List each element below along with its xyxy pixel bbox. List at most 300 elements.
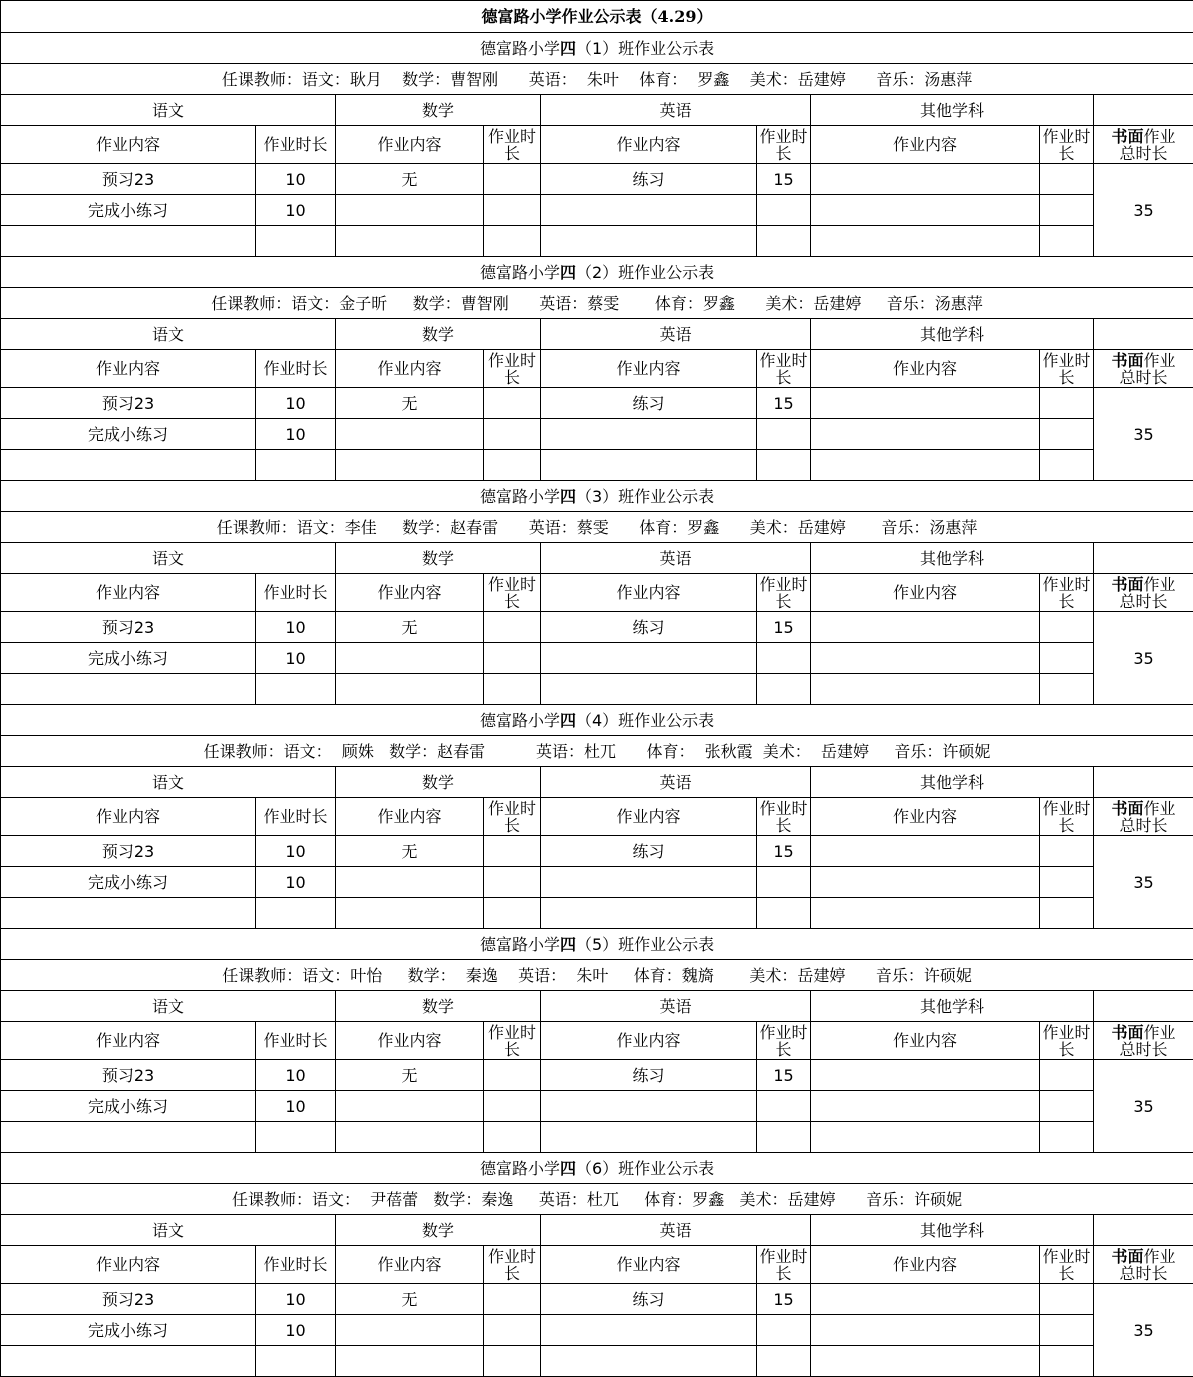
page-title: 德富路小学作业公示表（4.29） <box>1 1 1193 33</box>
chinese-content <box>1 1346 256 1377</box>
english-duration-header <box>757 350 811 388</box>
chinese-content <box>1 674 256 705</box>
subject-chinese: 语文 <box>1 319 336 350</box>
english-duration: 15 <box>757 164 811 195</box>
data-row <box>1 1284 1193 1315</box>
other-content <box>811 1315 1040 1346</box>
total-a-rest: 作业 <box>1144 575 1176 594</box>
other-duration <box>1040 1122 1094 1153</box>
subject-empty <box>1094 991 1193 1022</box>
chinese-duration: 10 <box>256 1315 336 1346</box>
teachers-row <box>1 960 1193 991</box>
math-content: 无 <box>336 1284 484 1315</box>
subject-other: 其他学科 <box>811 991 1094 1022</box>
english-content-header: 作业内容 <box>541 574 757 612</box>
teachers-text: 任课教师：语文：李佳 数学：赵春雷 英语：蔡雯 体育：罗鑫 美术：岳建婷 音乐：汤惠萍 <box>217 518 978 537</box>
teachers-cell <box>1 64 1193 95</box>
duration-b: 长 <box>775 1264 791 1283</box>
total-a-rest: 作业 <box>1144 351 1176 370</box>
class-title-grade: 四 <box>560 487 576 506</box>
math-duration <box>484 867 541 898</box>
math-content <box>336 1091 484 1122</box>
other-duration <box>1040 1060 1094 1091</box>
other-duration-header <box>1040 126 1094 164</box>
english-content <box>541 643 757 674</box>
subject-chinese: 语文 <box>1 95 336 126</box>
class-title-row <box>1 257 1193 288</box>
math-content <box>336 867 484 898</box>
english-content: 练习 <box>541 612 757 643</box>
subject-english: 英语 <box>541 95 811 126</box>
data-row <box>1 164 1193 195</box>
class-title-prefix: 德富路小学 <box>480 935 560 954</box>
class-title-grade: 四 <box>560 711 576 730</box>
chinese-content: 完成小练习 <box>1 643 256 674</box>
english-duration <box>757 1091 811 1122</box>
math-content: 无 <box>336 1060 484 1091</box>
other-content <box>811 450 1040 481</box>
subject-empty <box>1094 767 1193 798</box>
chinese-duration: 10 <box>256 195 336 226</box>
class-title-row <box>1 929 1193 960</box>
duration-a: 作业时 <box>1042 799 1090 818</box>
teachers-row <box>1 736 1193 767</box>
total-a-bold: 书面 <box>1112 799 1144 818</box>
subject-header-row <box>1 767 1193 798</box>
class-title <box>1 257 1193 288</box>
english-duration: 15 <box>757 388 811 419</box>
teachers-text: 任课教师：语文：叶怡 数学： 秦逸 英语： 朱叶 体育：魏旖 美术：岳建婷 音乐：许硕妮 <box>222 966 972 985</box>
class-title-prefix: 德富路小学 <box>480 39 560 58</box>
duration-a: 作业时 <box>488 575 536 594</box>
class-title-suffix: （6）班作业公示表 <box>576 1159 714 1178</box>
english-content <box>541 1122 757 1153</box>
data-row <box>1 1315 1193 1346</box>
total-duration: 35 <box>1094 836 1193 929</box>
data-row <box>1 867 1193 898</box>
english-duration <box>757 674 811 705</box>
english-content: 练习 <box>541 388 757 419</box>
math-content: 无 <box>336 836 484 867</box>
english-duration-header <box>757 574 811 612</box>
math-duration-header <box>484 574 541 612</box>
chinese-duration: 10 <box>256 612 336 643</box>
english-content: 练习 <box>541 164 757 195</box>
duration-a: 作业时 <box>1042 1247 1090 1266</box>
class-title-suffix: （1）班作业公示表 <box>576 39 714 58</box>
other-duration-header <box>1040 1022 1094 1060</box>
class-title <box>1 481 1193 512</box>
duration-b: 长 <box>1058 592 1074 611</box>
subject-english: 英语 <box>541 1215 811 1246</box>
other-content <box>811 1346 1040 1377</box>
duration-a: 作业时 <box>1042 575 1090 594</box>
english-duration: 15 <box>757 836 811 867</box>
english-content-header: 作业内容 <box>541 798 757 836</box>
class-title-suffix: （5）班作业公示表 <box>576 935 714 954</box>
english-duration <box>757 226 811 257</box>
other-content <box>811 195 1040 226</box>
chinese-duration-header: 作业时长 <box>256 574 336 612</box>
chinese-duration <box>256 898 336 929</box>
other-duration-header <box>1040 574 1094 612</box>
chinese-duration-header: 作业时长 <box>256 126 336 164</box>
other-content <box>811 674 1040 705</box>
math-content <box>336 195 484 226</box>
teachers-row <box>1 288 1193 319</box>
math-duration <box>484 898 541 929</box>
duration-b: 长 <box>775 816 791 835</box>
other-duration-header <box>1040 350 1094 388</box>
total-duration: 35 <box>1094 1284 1193 1377</box>
subject-other: 其他学科 <box>811 95 1094 126</box>
total-duration: 35 <box>1094 388 1193 481</box>
english-content <box>541 226 757 257</box>
title-row <box>1 1 1193 33</box>
teachers-text: 任课教师：语文：耿月 数学：曹智刚 英语： 朱叶 体育： 罗鑫 美术：岳建婷 音乐：汤惠萍 <box>222 70 972 89</box>
subject-header-row <box>1 95 1193 126</box>
subject-chinese: 语文 <box>1 543 336 574</box>
chinese-content <box>1 226 256 257</box>
other-content-header: 作业内容 <box>811 126 1040 164</box>
teachers-cell <box>1 512 1193 543</box>
teachers-text: 任课教师：语文： 尹蓓蕾 数学：秦逸 英语：杜兀 体育：罗鑫 美术：岳建婷 音乐：许硕妮 <box>232 1190 962 1209</box>
other-content-header: 作业内容 <box>811 574 1040 612</box>
math-content-header: 作业内容 <box>336 574 484 612</box>
english-content-header: 作业内容 <box>541 1022 757 1060</box>
other-duration <box>1040 164 1094 195</box>
english-duration <box>757 898 811 929</box>
duration-b: 长 <box>504 1040 520 1059</box>
class-title-prefix: 德富路小学 <box>480 1159 560 1178</box>
math-duration <box>484 1346 541 1377</box>
chinese-duration <box>256 1346 336 1377</box>
subject-english: 英语 <box>541 319 811 350</box>
duration-b: 长 <box>775 368 791 387</box>
chinese-content: 预习23 <box>1 1060 256 1091</box>
other-duration <box>1040 1091 1094 1122</box>
math-content <box>336 1122 484 1153</box>
class-title-prefix: 德富路小学 <box>480 711 560 730</box>
other-content <box>811 898 1040 929</box>
math-duration <box>484 1060 541 1091</box>
subject-math: 数学 <box>336 95 541 126</box>
total-b: 总时长 <box>1120 368 1168 387</box>
math-content <box>336 226 484 257</box>
subject-chinese: 语文 <box>1 991 336 1022</box>
chinese-content: 预习23 <box>1 1284 256 1315</box>
total-header <box>1094 1022 1193 1060</box>
class-title-row <box>1 33 1193 64</box>
total-a-rest: 作业 <box>1144 127 1176 146</box>
other-content-header: 作业内容 <box>811 1022 1040 1060</box>
subject-math: 数学 <box>336 991 541 1022</box>
math-content-header: 作业内容 <box>336 1022 484 1060</box>
math-duration-header <box>484 1022 541 1060</box>
duration-a: 作业时 <box>759 1247 807 1266</box>
math-content <box>336 674 484 705</box>
other-content <box>811 1091 1040 1122</box>
total-a-bold: 书面 <box>1112 575 1144 594</box>
class-title-grade: 四 <box>560 935 576 954</box>
class-title-grade: 四 <box>560 263 576 282</box>
duration-a: 作业时 <box>488 799 536 818</box>
chinese-duration: 10 <box>256 1091 336 1122</box>
other-content <box>811 1122 1040 1153</box>
math-duration <box>484 450 541 481</box>
other-content <box>811 419 1040 450</box>
total-header <box>1094 798 1193 836</box>
chinese-content: 完成小练习 <box>1 1315 256 1346</box>
other-content <box>811 836 1040 867</box>
teachers-row <box>1 64 1193 95</box>
total-header <box>1094 1246 1193 1284</box>
english-content <box>541 195 757 226</box>
subject-empty <box>1094 319 1193 350</box>
data-row <box>1 226 1193 257</box>
chinese-content <box>1 898 256 929</box>
math-duration <box>484 195 541 226</box>
english-duration: 15 <box>757 1284 811 1315</box>
class-title-suffix: （4）班作业公示表 <box>576 711 714 730</box>
chinese-content: 完成小练习 <box>1 419 256 450</box>
class-title-row <box>1 1153 1193 1184</box>
teachers-text: 任课教师：语文： 顾姝 数学：赵春雷 英语：杜兀 体育： 张秋霞 美术： 岳建婷 音乐：许硕妮 <box>204 742 991 761</box>
other-duration <box>1040 195 1094 226</box>
chinese-duration-header: 作业时长 <box>256 1022 336 1060</box>
math-duration <box>484 1315 541 1346</box>
column-header-row <box>1 1022 1193 1060</box>
data-row <box>1 1091 1193 1122</box>
other-duration <box>1040 612 1094 643</box>
duration-b: 长 <box>775 1040 791 1059</box>
subject-english: 英语 <box>541 543 811 574</box>
math-duration <box>484 1091 541 1122</box>
duration-b: 长 <box>775 144 791 163</box>
math-content: 无 <box>336 388 484 419</box>
math-duration <box>484 836 541 867</box>
other-duration <box>1040 674 1094 705</box>
math-content: 无 <box>336 612 484 643</box>
english-duration: 15 <box>757 612 811 643</box>
other-content <box>811 1060 1040 1091</box>
duration-a: 作业时 <box>759 127 807 146</box>
subject-header-row <box>1 991 1193 1022</box>
total-b: 总时长 <box>1120 816 1168 835</box>
chinese-content: 完成小练习 <box>1 195 256 226</box>
chinese-content-header: 作业内容 <box>1 126 256 164</box>
english-duration <box>757 1122 811 1153</box>
english-content <box>541 1315 757 1346</box>
teachers-cell <box>1 1184 1193 1215</box>
chinese-duration: 10 <box>256 836 336 867</box>
math-duration <box>484 226 541 257</box>
chinese-content: 完成小练习 <box>1 867 256 898</box>
chinese-duration: 10 <box>256 867 336 898</box>
duration-a: 作业时 <box>759 799 807 818</box>
other-duration <box>1040 388 1094 419</box>
math-duration-header <box>484 798 541 836</box>
subject-other: 其他学科 <box>811 1215 1094 1246</box>
duration-b: 长 <box>504 144 520 163</box>
subject-other: 其他学科 <box>811 767 1094 798</box>
subject-math: 数学 <box>336 319 541 350</box>
duration-a: 作业时 <box>1042 127 1090 146</box>
english-content-header: 作业内容 <box>541 350 757 388</box>
english-content: 练习 <box>541 1284 757 1315</box>
math-content-header: 作业内容 <box>336 350 484 388</box>
data-row <box>1 419 1193 450</box>
duration-b: 长 <box>1058 144 1074 163</box>
class-title <box>1 929 1193 960</box>
english-content <box>541 867 757 898</box>
chinese-content: 预习23 <box>1 164 256 195</box>
total-a-bold: 书面 <box>1112 1247 1144 1266</box>
other-duration-header <box>1040 1246 1094 1284</box>
other-content <box>811 867 1040 898</box>
english-content: 练习 <box>541 1060 757 1091</box>
data-row <box>1 450 1193 481</box>
math-duration-header <box>484 350 541 388</box>
teachers-row <box>1 1184 1193 1215</box>
other-content <box>811 164 1040 195</box>
english-content <box>541 1346 757 1377</box>
chinese-content-header: 作业内容 <box>1 798 256 836</box>
data-row <box>1 1122 1193 1153</box>
total-a-bold: 书面 <box>1112 1023 1144 1042</box>
other-content-header: 作业内容 <box>811 350 1040 388</box>
teachers-cell <box>1 288 1193 319</box>
math-content <box>336 643 484 674</box>
english-duration: 15 <box>757 1060 811 1091</box>
total-a-rest: 作业 <box>1144 1023 1176 1042</box>
teachers-cell <box>1 960 1193 991</box>
subject-header-row <box>1 319 1193 350</box>
math-duration <box>484 643 541 674</box>
total-duration: 35 <box>1094 1060 1193 1153</box>
data-row <box>1 836 1193 867</box>
other-content-header: 作业内容 <box>811 1246 1040 1284</box>
other-duration <box>1040 898 1094 929</box>
other-content <box>811 1284 1040 1315</box>
english-content: 练习 <box>541 836 757 867</box>
total-header <box>1094 574 1193 612</box>
other-duration <box>1040 450 1094 481</box>
other-duration <box>1040 226 1094 257</box>
subject-math: 数学 <box>336 767 541 798</box>
total-a-rest: 作业 <box>1144 799 1176 818</box>
chinese-content: 预习23 <box>1 612 256 643</box>
total-duration: 35 <box>1094 164 1193 257</box>
chinese-duration <box>256 450 336 481</box>
english-content <box>541 674 757 705</box>
english-content <box>541 419 757 450</box>
data-row <box>1 1060 1193 1091</box>
chinese-duration <box>256 1122 336 1153</box>
class-title-grade: 四 <box>560 39 576 58</box>
duration-b: 长 <box>1058 1040 1074 1059</box>
other-duration <box>1040 419 1094 450</box>
duration-a: 作业时 <box>488 127 536 146</box>
math-duration <box>484 1284 541 1315</box>
data-row <box>1 643 1193 674</box>
total-duration: 35 <box>1094 612 1193 705</box>
math-content-header: 作业内容 <box>336 798 484 836</box>
total-b: 总时长 <box>1120 144 1168 163</box>
chinese-duration: 10 <box>256 643 336 674</box>
class-title-prefix: 德富路小学 <box>480 263 560 282</box>
chinese-content-header: 作业内容 <box>1 350 256 388</box>
other-duration <box>1040 1284 1094 1315</box>
chinese-content-header: 作业内容 <box>1 1246 256 1284</box>
duration-a: 作业时 <box>759 575 807 594</box>
chinese-duration-header: 作业时长 <box>256 350 336 388</box>
math-duration-header <box>484 1246 541 1284</box>
chinese-content: 预习23 <box>1 836 256 867</box>
other-content-header: 作业内容 <box>811 798 1040 836</box>
class-title-suffix: （2）班作业公示表 <box>576 263 714 282</box>
math-content-header: 作业内容 <box>336 126 484 164</box>
total-a-bold: 书面 <box>1112 127 1144 146</box>
math-duration-header <box>484 126 541 164</box>
math-duration <box>484 674 541 705</box>
chinese-duration: 10 <box>256 388 336 419</box>
class-title-row <box>1 705 1193 736</box>
class-title <box>1 1153 1193 1184</box>
duration-b: 长 <box>504 1264 520 1283</box>
english-content-header: 作业内容 <box>541 126 757 164</box>
english-duration <box>757 1346 811 1377</box>
subject-math: 数学 <box>336 1215 541 1246</box>
duration-a: 作业时 <box>759 1023 807 1042</box>
other-duration <box>1040 867 1094 898</box>
duration-a: 作业时 <box>488 1247 536 1266</box>
total-b: 总时长 <box>1120 1264 1168 1283</box>
duration-a: 作业时 <box>1042 351 1090 370</box>
class-title <box>1 33 1193 64</box>
english-duration-header <box>757 1022 811 1060</box>
chinese-duration-header: 作业时长 <box>256 1246 336 1284</box>
subject-chinese: 语文 <box>1 767 336 798</box>
column-header-row <box>1 574 1193 612</box>
teachers-cell <box>1 736 1193 767</box>
data-row <box>1 195 1193 226</box>
chinese-content-header: 作业内容 <box>1 574 256 612</box>
english-duration-header <box>757 798 811 836</box>
subject-math: 数学 <box>336 543 541 574</box>
chinese-duration: 10 <box>256 1060 336 1091</box>
total-b: 总时长 <box>1120 592 1168 611</box>
total-a-bold: 书面 <box>1112 351 1144 370</box>
math-duration <box>484 419 541 450</box>
duration-a: 作业时 <box>488 351 536 370</box>
math-content <box>336 898 484 929</box>
math-content <box>336 419 484 450</box>
chinese-duration: 10 <box>256 1284 336 1315</box>
subject-empty <box>1094 95 1193 126</box>
class-title-prefix: 德富路小学 <box>480 487 560 506</box>
other-duration-header <box>1040 798 1094 836</box>
subject-chinese: 语文 <box>1 1215 336 1246</box>
english-duration <box>757 643 811 674</box>
english-content-header: 作业内容 <box>541 1246 757 1284</box>
data-row <box>1 674 1193 705</box>
english-duration <box>757 195 811 226</box>
subject-other: 其他学科 <box>811 543 1094 574</box>
chinese-content: 预习23 <box>1 388 256 419</box>
english-content <box>541 898 757 929</box>
total-header <box>1094 350 1193 388</box>
